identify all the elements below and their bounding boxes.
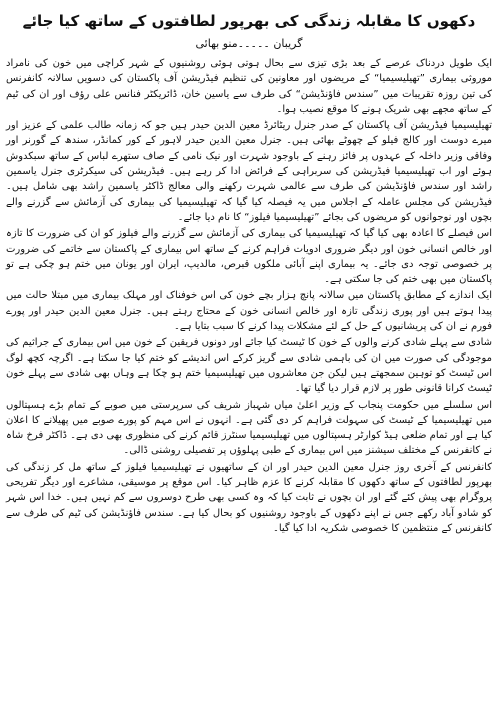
article-body (6, 56, 492, 536)
article-paragraph: کانفرنس کے آخری روز جنرل معین الدین حیدر اور ان کے ساتھیوں نے تھیلیسیمیا فیلوز کے ساتھ مل کر زندگی کی بھرپور لطافتوں کے ساتھ دکھوں کا مقابلہ کرنے کا عزم ظاہر کیا۔ اس موقع پر موسیقی، مشاعرے اور دیگر تفریحی پروگرام بھی پیش کئے گئے اور ان بچوں نے ثابت کیا کہ وہ کسی بھی طرح دوسروں سے کم نہیں ہیں۔ خدا اس شہر کو شادو آباد رکھے جس نے اپنے دکھوں کے باوجود روشنیوں کو بحال کیا ہے۔ سندس فاؤنڈیشن کی ٹیم کی طرف سے کانفرنس کے منتظمین کا خصوصی شکریہ ادا کیا گیا۔ (6, 461, 492, 534)
article-paragraph: تھیلیسیمیا فیڈریشن آف پاکستان کے صدر جنرل ریٹائرڈ معین الدین حیدر ہیں جو کہ زمانہ طالب علمی کے عزیز اور میرے دوست اور کالج فیلو کے چھوٹے بھائی ہیں۔ جنرل معین الدین حیدر لاہور کے کور کمانڈر، سندھ کے گورنر اور وفاقی وزیر داخلہ کے عہدوں پر فائز رہنے کے باوجود شہرت اور نیک نامی کے صاف ستھرے لباس کے ساتھ سبکدوش ہوئے اور اب تھیلیسیمیا فیڈریشن کی سربراہی کے فرائض ادا کر رہے ہیں۔ فیڈریشن کی سیکرٹری جنرل یاسمین راشد اور سندس فاؤنڈیشن کی طرف سے عالمی شہرت رکھنے والی معالج ڈاکٹر یاسمین راشد بھی شامل ہیں۔ فیڈریشن کی مجلس عاملہ کے اجلاس میں یہ فیصلہ کیا گیا کہ تھیلیسیمیا کی بیماری کی آزمائش سے گزرنے والے بچوں اور نوجوانوں کو مریضوں کی بجائے ”تھیلیسیمیا فیلوز“ کا نام دیا جائے۔ (6, 120, 492, 223)
article-paragraph: ایک اندازے کے مطابق پاکستان میں سالانہ پانچ ہزار بچے خون کی اس خوفناک اور مہلک بیماری میں مبتلا حالت میں پیدا ہوتے ہیں اور پوری زندگی تازہ اور خالص انسانی خون کے محتاج رہتے ہیں۔ جنرل معین الدین حیدر اور پورے فورم نے ان کی پریشانیوں کے حل کے لئے مشکلات پیدا کرنے کا سبب بتایا ہے۔ (6, 290, 492, 333)
article-paragraph: شادی سے پہلے شادی کرنے والوں کے خون کا ٹیسٹ کیا جائے اور دونوں فریقین کے خون میں اس بیماری کے جراثیم کی موجودگی کی صورت میں ان کی باہمی شادی سے گریز کرکے اس اندیشے کو ختم کیا جا سکتا ہے۔ اگرچہ کچھ لوگ اس ٹیسٹ کو توہین سمجھتے ہیں لیکن جن معاشروں میں تھیلیسیمیا ختم ہو چکا ہے وہاں بھی شادی سے پہلے خون ٹیسٹ کرانا قانونی طور پر لازم قرار دیا گیا تھا۔ (6, 337, 492, 395)
article-paragraph: اس فیصلے کا اعادہ بھی کیا گیا کہ تھیلیسیمیا کی بیماری کی آزمائش سے گزرنے والے فیلوز کو ان کی ضرورت کا تازہ اور خالص انسانی خون اور دیگر ضروری ادویات فراہم کرنے کے ساتھ اس بیماری کے پاکستان سے خاتمے کی ضرورت پر خصوصی توجہ دی جائے۔ یہ بیماری اپنے آبائی ملکوں قبرص، مالدیپ، ایران اور یونان میں ختم ہو چکی ہے تو پاکستان میں بھی ختم کی جا سکتی ہے۔ (6, 228, 492, 286)
article-paragraph: ایک طویل دردناک عرصے کے بعد بڑی تیزی سے بحال ہوتی ہوئی روشنیوں کے شہر کراچی میں خون کی نامراد موروثی بیماری ”تھیلیسیمیا“ کے مریضوں اور معاونین کی تنظیم فیڈریشن آف پاکستان کی دسویں سالانہ کانفرنس کی تین روزہ تقریبات میں ”سندس فاؤنڈیشن“ کی طرف سے یاسین خان، ڈائریکٹر فنانس علی رؤف اور ان کی ٹیم کے ساتھ مجھے بھی شریک ہونے کا موقع نصیب ہوا۔ (6, 58, 492, 115)
article-byline: گریبان ۔۔۔۔۔منو بھائی (195, 37, 303, 50)
article-headline: دکھوں کا مقابلہ زندگی کی بھرپور لطافتوں کے ساتھ کیا جائے (22, 12, 476, 30)
article-paragraph: اس سلسلے میں حکومت پنجاب کے وزیر اعلیٰ میاں شہباز شریف کی سرپرستی میں صوبے کے تمام بڑے ہسپتالوں میں تھیلیسیمیا کے ٹیسٹ کی سہولت فراہم کر دی گئی ہے۔ انہوں نے اس مہم کو پورے صوبے میں پھیلانے کا اعلان کیا ہے اور تمام ضلعی ہیڈ کوارٹر ہسپتالوں میں تھیلیسیمیا سنٹرز قائم کرنے کی منظوری بھی دی ہے۔ ڈاکٹر فرخ شاہ نے کانفرنس کے مختلف سیشنز میں اس بیماری کے طبی پہلوؤں پر تفصیلی روشنی ڈالی۔ (6, 399, 492, 457)
